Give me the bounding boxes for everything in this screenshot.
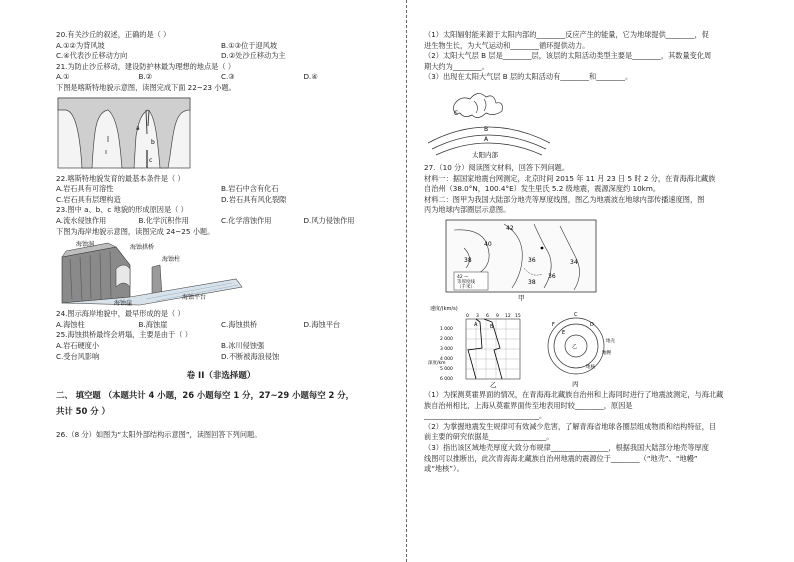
q27-1-line2: 族自治州相比，上海从莫霍界面传至地表用时较________，原因是 <box>424 400 633 410</box>
isoline-label-38: 38 <box>464 256 472 264</box>
q23-option-b: B.化学沉积作用 <box>138 215 189 225</box>
q27-1-line1: （1）为探测莫霍界面的情况，在青海海北藏族自治州和上海同时进行了地震波测定，与海北藏 <box>424 389 724 399</box>
x-tick-15: 15 <box>515 313 521 319</box>
layer-label-core: 地核 <box>586 364 595 370</box>
sun-structure-diagram <box>424 85 554 161</box>
y-tick-2000: 2 000 <box>440 336 453 342</box>
isoline-label-36b: 36 <box>548 272 556 280</box>
q21-option-b: B.② <box>138 72 153 82</box>
layer-label-e: E <box>562 329 566 336</box>
sun-label-c: C <box>454 109 459 117</box>
coast-label-pillar: 海蚀柱 <box>162 256 181 264</box>
q20-option-d: D.②处沙丘移动为主 <box>221 51 286 61</box>
volume-title: 卷 II（非选择题） <box>186 371 256 382</box>
figure-bing-title: 丙 <box>572 379 579 388</box>
q25-option-d: D.不断被海浪侵蚀 <box>221 351 280 361</box>
x-tick-9: 9 <box>496 313 499 319</box>
karst-figure <box>56 96 386 172</box>
crust-thickness-map <box>424 218 614 302</box>
figure-jia <box>424 218 754 302</box>
sun-label-a: A <box>484 135 489 143</box>
x-tick-12: 12 <box>505 313 511 319</box>
q22-option-c: C.岩石具有层理构造 <box>56 194 121 204</box>
q23-option-a: A.流水侵蚀作用 <box>56 215 107 225</box>
y-tick-6000: 6 000 <box>440 376 453 382</box>
q26-2-line1: （2）太阳大气层 B 层是________层，该层的太阳活动类型主要是________，其数量变化周 <box>424 51 712 61</box>
isoline-label-36: 36 <box>528 256 536 264</box>
q25-options-row2 <box>56 352 386 363</box>
q22-option-a: A.岩石具有可溶性 <box>56 184 114 194</box>
material2-line1: 材料二：图甲为我国大陆部分地壳等厚度线图，图乙为地震波在地球内部传播速度图，图 <box>424 194 705 204</box>
layer-label-yi: 乙 <box>572 343 578 350</box>
q27-3-line3: 或“地核”）。 <box>424 464 464 474</box>
q24-option-d: D.海蚀平台 <box>303 319 341 329</box>
curve-a-label: A <box>474 321 478 328</box>
coast-label-arch: 海蚀拱桥 <box>130 244 155 252</box>
coast-label-cave: 海蚀洞 <box>76 241 95 249</box>
q25-stem: 25.海蚀拱桥最终会坍塌，主要是由于（ ） <box>56 330 192 340</box>
q20-options-row1 <box>56 41 386 52</box>
speed-axis-label: 速度/(km/s) <box>430 305 458 312</box>
depth-axis-label: 深度/km <box>428 360 446 366</box>
legend-text: 等厚度线 <box>457 279 475 285</box>
q21-stem: 21.为防止沙丘移动，建设防护林最为理想的地点是（ ） <box>56 61 236 71</box>
material1-line2: 自治州（38.0°N，100.4°E）发生里氏 5.2 级地震，震源深度约 10km。 <box>424 184 661 194</box>
figure-yi-bing <box>424 304 754 388</box>
q27-2-line2: 前主要的研究依据是________________。 <box>424 432 554 442</box>
legend-line: 42 — <box>457 274 469 280</box>
q23-options <box>56 216 386 227</box>
coast-figure <box>56 239 386 307</box>
q22-option-b: B.岩石中含有化石 <box>221 184 279 194</box>
q20-option-b: B.①③位于迎风坡 <box>221 40 278 50</box>
y-tick-1000: 1 000 <box>440 326 453 332</box>
karst-diagram <box>56 96 196 172</box>
q21-options <box>56 72 386 83</box>
isoline-label-38b: 38 <box>528 278 536 286</box>
karst-label-a: a <box>136 124 140 132</box>
q21-option-c: C.③ <box>221 72 235 82</box>
layer-label-f: F <box>552 321 555 328</box>
left-column <box>56 30 386 441</box>
figure-jia-title: 甲 <box>518 293 525 302</box>
layer-label-mantle: 地幔 <box>602 350 611 356</box>
figure-yi-title: 乙 <box>490 380 497 388</box>
curve-b-label: B <box>490 323 494 330</box>
layer-label-c: C <box>574 311 578 318</box>
y-tick-5000: 5 000 <box>440 366 453 372</box>
karst-intro: 下图是喀斯特地貌示意图，读图完成下面 22~23 小题。 <box>56 82 236 92</box>
y-tick-3000: 3 000 <box>440 346 453 352</box>
q27-1-line3: ________________________________。 <box>424 411 547 421</box>
sun-label-inner: 太阳内部 <box>472 150 498 159</box>
q27-stem: 27.（10 分）阅读图文材料，回答下列问题。 <box>424 162 570 172</box>
y-tick-4000: 4 000 <box>440 356 453 362</box>
q20-options-row2 <box>56 51 386 62</box>
seismic-speed-diagram <box>424 304 624 388</box>
section2-header-line2: 共计 50 分 ） <box>56 406 110 417</box>
q22-options-row1 <box>56 184 386 195</box>
q22-stem: 22.喀斯特地貌发育的最基本条件是（ ） <box>56 173 185 183</box>
legend-unit: （千米） <box>457 284 475 290</box>
q25-option-a: A.岩石硬度小 <box>56 340 100 350</box>
layer-label-crust: 地壳 <box>606 338 615 344</box>
q20-option-c: C.④代表沙丘移动方向 <box>56 51 128 61</box>
q20-option-a: A.①②为背风坡 <box>56 40 105 50</box>
q25-option-c: C.受台风影响 <box>56 351 100 361</box>
isoline-label-34: 34 <box>570 258 578 266</box>
q26-3: （3）出现在太阳大气层 B 层的太阳活动有________和________。 <box>424 72 633 82</box>
coast-intro: 下图为海岸地貌示意图，读图完成 24~25 小题。 <box>56 226 215 236</box>
q27-2-line1: （2）为掌握地震发生规律可有效减少危害，了解青海省地球各圈层组成物质和结构特征，目 <box>424 421 717 431</box>
isoline-label-40: 40 <box>484 240 492 248</box>
karst-label-c: c <box>149 156 153 164</box>
x-tick-6: 6 <box>486 313 489 319</box>
q23-option-c: C.化学溶蚀作用 <box>221 215 272 225</box>
material1-line1: 材料一：据国家地震台网测定，北京时间 2015 年 11 月 23 日 5 时 2 分，在青海海北藏族 <box>424 173 716 183</box>
q27-3-line1: （3）指出该区域地壳厚度大致分布规律________________，根据我国大陆部分地壳等厚度 <box>424 442 709 452</box>
q21-option-a: A.① <box>56 72 70 82</box>
isoline-label-42: 42 <box>506 224 514 232</box>
q21-option-d: D.④ <box>303 72 318 82</box>
section2-header-line1: 二、 填空题 （本题共计 4 小题，26 小题每空 1 分，27~29 小题每空 2 分， <box>56 390 354 401</box>
q24-stem: 24.图示海岸地貌中，最早形成的是（ ） <box>56 309 185 319</box>
q23-stem: 23.图中 a、b、c 地貌的形成原因是（ ） <box>56 205 188 215</box>
right-column <box>424 30 754 475</box>
karst-label-b: b <box>151 138 155 146</box>
coast-label-cliff: 海蚀崖 <box>114 300 133 308</box>
q26-1-line2: 进生物生长，为大气运动和________循环提供动力。 <box>424 40 590 50</box>
sun-label-b: B <box>484 125 489 133</box>
sun-structure-figure <box>424 85 754 161</box>
q26-stem: 26.（8 分）如图为“太阳外部结构示意图”，读图回答下列问题。 <box>56 430 262 440</box>
q24-option-c: C.海蚀拱桥 <box>221 319 258 329</box>
q22-option-d: D.岩石具有风化裂隙 <box>221 194 287 204</box>
x-tick-0: 0 <box>466 313 469 319</box>
column-divider <box>406 0 407 562</box>
q27-3-line2: 线图可以推断出，此次青海海北藏族自治州地震的震源位于________（“地壳”、“地幔” <box>424 453 698 463</box>
coast-diagram <box>56 239 246 307</box>
q25-option-b: B.冰川侵蚀强 <box>221 340 265 350</box>
q26-2-line2: 期大约为________。 <box>424 61 489 71</box>
q22-options-row2 <box>56 195 386 206</box>
x-tick-3: 3 <box>476 313 479 319</box>
q25-options-row1 <box>56 341 386 352</box>
q24-option-a: A.海蚀柱 <box>56 319 85 329</box>
q24-option-b: B.海蚀崖 <box>138 319 168 329</box>
q26-1-line1: （1）太阳辐射能来源于太阳内部的________反应产生的能量，它为地球提供________，促 <box>424 30 709 39</box>
layer-label-d: D <box>590 321 594 328</box>
coast-label-platform: 海蚀平台 <box>182 294 207 302</box>
q20-stem: 20.有关沙丘的叙述，正确的是（ ） <box>56 30 171 39</box>
q24-options <box>56 320 386 331</box>
material2-line2: 丙为地球内部圈层示意图。 <box>424 205 511 215</box>
q23-option-d: D.风力侵蚀作用 <box>303 215 355 225</box>
